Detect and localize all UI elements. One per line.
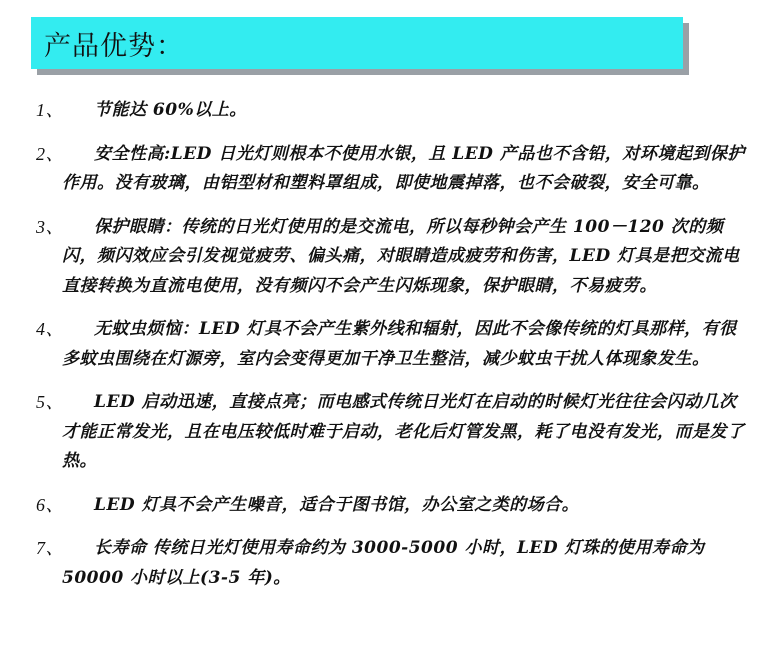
page-title: 产品优势： (44, 30, 184, 62)
item-text: LED 灯具不会产生噪音，适合于图书馆，办公室之类的场合。 (94, 494, 580, 515)
item-text: 无蚊虫烦恼：LED 灯具不会产生紫外线和辐射，因此不会像传统的灯具那样，有很多蚊虫围绕在灯源旁，室内会变得更加干净卫生整洁，减少蚊虫干扰人体现象发生。 (62, 319, 737, 369)
item-number: 1、 (36, 100, 64, 120)
list-item (36, 96, 746, 126)
list-item (36, 491, 746, 521)
list-item (36, 534, 746, 593)
item-number: 5、 (36, 392, 64, 412)
item-text: 安全性高:LED 日光灯则根本不使用水银，且 LED 产品也不含铅，对环境起到保护作用。没有玻璃，由铝型材和塑料罩组成，即使地震掉落，也不会破裂，安全可靠。 (62, 143, 745, 193)
item-text: 保护眼睛：传统的日光灯使用的是交流电，所以每秒钟会产生 100－120 次的频闪，频闪效应会引发视觉疲劳、偏头痛，对眼睛造成疲劳和伤害，LED 灯具是把交流电直接转换为直流电使用，没有频闪不会产生闪烁现象，保护眼睛，不易疲劳。 (62, 216, 740, 296)
item-number: 6、 (36, 494, 64, 515)
item-text: 节能达 60%以上。 (94, 100, 247, 120)
title-box (31, 17, 683, 69)
item-text: LED 启动迅速，直接点亮；而电感式传统日光灯在启动的时候灯光往往会闪动几次才能正常发光，且在电压较低时难于启动，老化后灯管发黑，耗了电没有发光，而是发了热。 (62, 392, 745, 471)
item-number: 3、 (36, 216, 64, 237)
item-number: 7、 (36, 538, 64, 558)
advantage-list (36, 96, 746, 607)
item-number: 4、 (36, 319, 64, 339)
list-item (36, 140, 746, 199)
item-number: 2、 (36, 143, 64, 164)
list-item (36, 315, 746, 374)
item-text: 长寿命 传统日光灯使用寿命约为 3000-5000 小时，LED 灯珠的使用寿命为 50000 小时以上(3-5 年)。 (62, 538, 705, 588)
list-item (36, 388, 746, 477)
list-item (36, 213, 746, 302)
